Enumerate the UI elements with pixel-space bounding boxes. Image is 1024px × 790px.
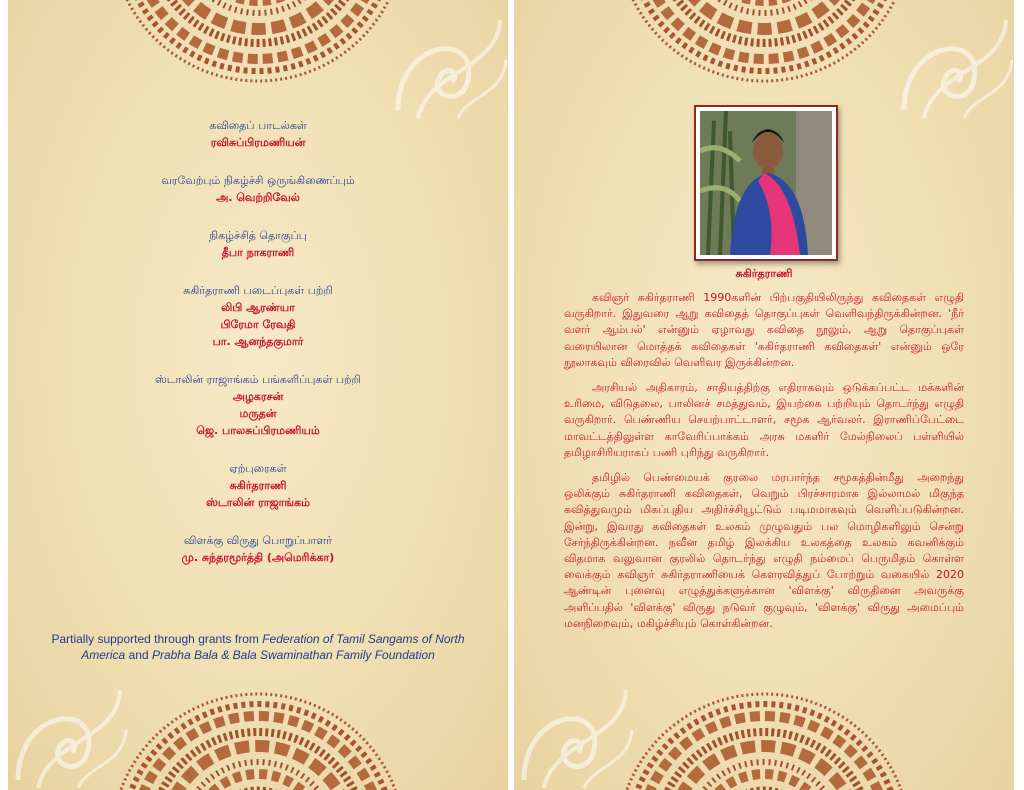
credit-role: விளக்கு விருது பொறுப்பாளர்: [184, 534, 332, 547]
portrait-caption: சுகிர்தராணி: [735, 267, 793, 280]
swirl-ornament-icon: [8, 670, 128, 790]
credit-group: [8, 118, 508, 151]
credits-list: [8, 118, 508, 588]
credit-name: பிரேமா ரேவதி: [220, 318, 296, 331]
mandala-ornament-bottom-icon: [614, 690, 914, 790]
credit-name: ஸ்டாலின் ராஜாங்கம்: [206, 496, 310, 509]
credit-group: [8, 461, 508, 511]
credit-name: அ. வெற்றிவேல்: [216, 191, 300, 204]
credit-name: மு. சுந்தரமூர்த்தி (அமெரிக்கா): [181, 551, 335, 564]
swirl-ornament-icon: [388, 0, 508, 120]
portrait-photo: [700, 111, 832, 255]
grant-support-note: [38, 631, 478, 663]
right-page: [514, 0, 1014, 790]
support-middle: and: [125, 648, 152, 662]
left-page: [8, 0, 508, 790]
mandala-ornament-top-icon: [108, 0, 408, 85]
credit-name: தீபா நாகராணி: [221, 246, 295, 259]
swirl-ornament-icon: [514, 670, 634, 790]
credit-role: ஏற்புரைகள்: [229, 462, 287, 475]
credit-name: மருதன்: [239, 407, 277, 420]
bio-paragraph: தமிழில் பெண்மையக் குரலை மரபார்ந்த சமூகத்தின்மீது அறைந்து ஒலிக்கும் சுகிர்தராணி கவிதைகள், வெறும் பிரச்சாரமாக இல்லாமல் மிகுந்த கவித்துவமும் மிகப்புதிய அதிர்ச்சியூட்டும் படிமமாகவும் வெளிப்படுகின்றன. இன்று, இவரது கவிதைகள் உலகம் முழுவதும் பல மொழிகளிலும் சென்று சேர்ந்திருக்கின்றன. நவீன தமிழ் இலக்கிய உலகத்தை உலகம் கவனிக்கும் விதமாக வலுவான குரலில் தொடர்ந்து எழுதி நம்மைப் பெருமிதம் கொள்ள வைக்கும் கவிஞர் சுகிர்தராணியைக் கௌரவித்துப் போற்றும் வகையில் 2020 ஆண்டின் புனைவு எழுத்துக்களுக்கான 'விளக்கு' விருதினை அவருக்கு அளிப்பதில் 'விளக்கு' விருது நடுவர் குழுவும், 'விளக்கு' விருது அமைப்பும் மனநிறைவும், மகிழ்ச்சியும் கொள்கின்றன.: [564, 471, 964, 630]
credit-role: சுகிர்தராணி படைப்புகள் பற்றி: [183, 284, 333, 297]
mandala-ornament-bottom-icon: [108, 690, 408, 790]
portrait-frame: [694, 105, 838, 261]
support-org-ftsna: Federation of Tamil Sangams of North America: [81, 632, 465, 662]
credit-role: ஸ்டாலின் ராஜாங்கம் பங்களிப்புகள் பற்றி: [154, 373, 362, 386]
credit-role: வரவேற்பும் நிகழ்ச்சி ஒருங்கிணைப்பும்: [161, 174, 355, 187]
credit-name: லிபி ஆரண்யா: [221, 301, 295, 314]
credit-role: கவிதைப் பாடல்கள்: [209, 119, 307, 132]
credit-name: சுகிர்தராணி: [229, 479, 287, 492]
support-org-foundation: Prabha Bala & Bala Swaminathan Family Foundation: [151, 648, 435, 662]
credit-group: [8, 372, 508, 439]
bio-paragraph: கவிஞர் சுகிர்தராணி 1990களின் பிற்பகுதியிலிருந்து கவிதைகள் எழுதி வருகிறார். இதுவரை ஆறு கவிதைத் தொகுப்புகள் வெளிவந்திருக்கின்றன. 'நீர் வளர் ஆம்பல்' என்னும் ஏழாவது கவிதை நூலும், ஆறு தொகுப்புகள் வரையிலான மொத்தக் கவிதைகள் 'சுகிர்தராணி கவிதைகள்' என்னும் ஒரே நூலாகவும் விரைவில் வெளிவர இருக்கின்றன.: [564, 291, 964, 369]
credit-group: [8, 533, 508, 566]
credit-group: [8, 283, 508, 350]
support-prefix: Partially supported through grants from: [51, 632, 263, 646]
credit-role: நிகழ்ச்சித் தொகுப்பு: [209, 229, 307, 242]
credit-name: பா. ஆனந்தகுமார்: [212, 335, 304, 348]
biography-text: [564, 290, 964, 641]
credit-name: ஜெ. பாலசுப்பிரமணியம்: [196, 424, 320, 437]
credit-group: [8, 228, 508, 261]
mandala-ornament-top-icon: [614, 0, 914, 85]
credit-name: ரவிசுப்பிரமணியன்: [210, 136, 306, 149]
credit-name: அழகரசன்: [232, 390, 284, 403]
credit-group: [8, 173, 508, 206]
swirl-ornament-icon: [894, 0, 1014, 120]
bio-paragraph: அரசியல் அதிகாரம், சாதியத்திற்கு எதிராகவும் ஒடுக்கப்பட்ட மக்களின் உரிமை, விடுதலை, பாலினச் சமத்துவம், இயற்கை பற்றியும் தொடர்ந்து எழுதி வருகிறார். பெண்ணிய செயற்பாட்டாளர், சமூக ஆர்வலர். இராணிப்பேட்டை மாவட்டத்திலுள்ள காவேரிப்பாக்கம் அரசு மகளிர் மேல்நிலைப் பள்ளியில் தமிழாசிரியராகப் பணி புரிந்து வருகிறார்.: [564, 381, 964, 459]
